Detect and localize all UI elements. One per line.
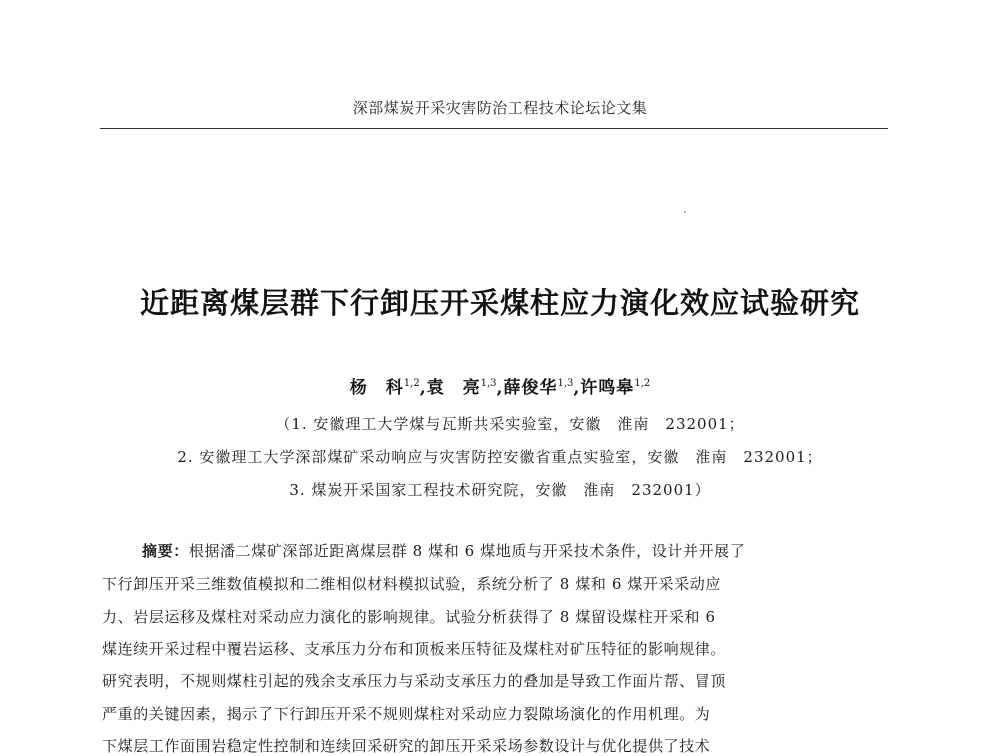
abstract-line: 力、岩层运移及煤柱对采动应力演化的影响规律。试验分析获得了 8 煤留设煤柱开采和 6: [102, 608, 716, 626]
author-affiliation-mark: 1,2: [403, 378, 420, 389]
author-separator: ,: [573, 378, 581, 398]
author-name: 薛俊华: [503, 378, 558, 398]
author-affiliation-mark: 1,2: [634, 378, 651, 389]
affiliation-3: 3. 煤炭开采国家工程技术研究院，安徽 淮南 232001）: [289, 481, 711, 499]
author-affiliation-mark: 1,3: [557, 378, 574, 389]
author-separator: ,: [496, 378, 504, 398]
abstract-line: 研究表明，不规则煤柱引起的残余支承压力与采动支承压力的叠加是导致工作面片帮、冒顶: [102, 672, 727, 690]
abstract-line: 煤连续开采过程中覆岩运移、支承压力分布和顶板来压特征及煤柱对矿压特征的影响规律。: [102, 640, 727, 658]
header-rule: [100, 128, 888, 129]
abstract-line: [142, 540, 890, 561]
abstract-label: 摘要：: [142, 542, 189, 560]
author-name: 杨 科: [349, 378, 404, 398]
author-name: 许鸣皋: [580, 378, 635, 398]
author-separator: ,: [419, 378, 427, 398]
affiliation-2: 2. 安徽理工大学深部煤矿采动响应与灾害防控安徽省重点实验室，安徽 淮南 232001；: [177, 448, 823, 466]
author-affiliation-mark: 1,3: [480, 378, 497, 389]
abstract-text: 根据潘二煤矿深部近距离煤层群 8 煤和 6 煤地质与开采技术条件，设计并开展了: [188, 542, 746, 560]
scan-speck: [684, 211, 686, 213]
author-list: [0, 373, 1000, 398]
abstract-line: 下行卸压开采三维数值模拟和二维相似材料模拟试验，系统分析了 8 煤和 6 煤开采采动应: [102, 575, 721, 593]
abstract-line: 严重的关键因素，揭示了下行卸压开采不规则煤柱对采动应力裂隙场演化的作用机理。为: [102, 705, 711, 723]
paper-title: 近距离煤层群下行卸压开采煤柱应力演化效应试验研究: [139, 286, 860, 320]
running-header-title: 深部煤炭开采灾害防治工程技术论坛论文集: [352, 99, 648, 117]
author-name: 袁 亮: [426, 378, 481, 398]
affiliation-1: （1. 安徽理工大学煤与瓦斯共采实验室，安徽 淮南 232001；: [275, 415, 745, 433]
abstract-line: 下煤层工作面围岩稳定性控制和连续回采研究的卸压开采采场参数设计与优化提供了技术: [102, 737, 711, 755]
